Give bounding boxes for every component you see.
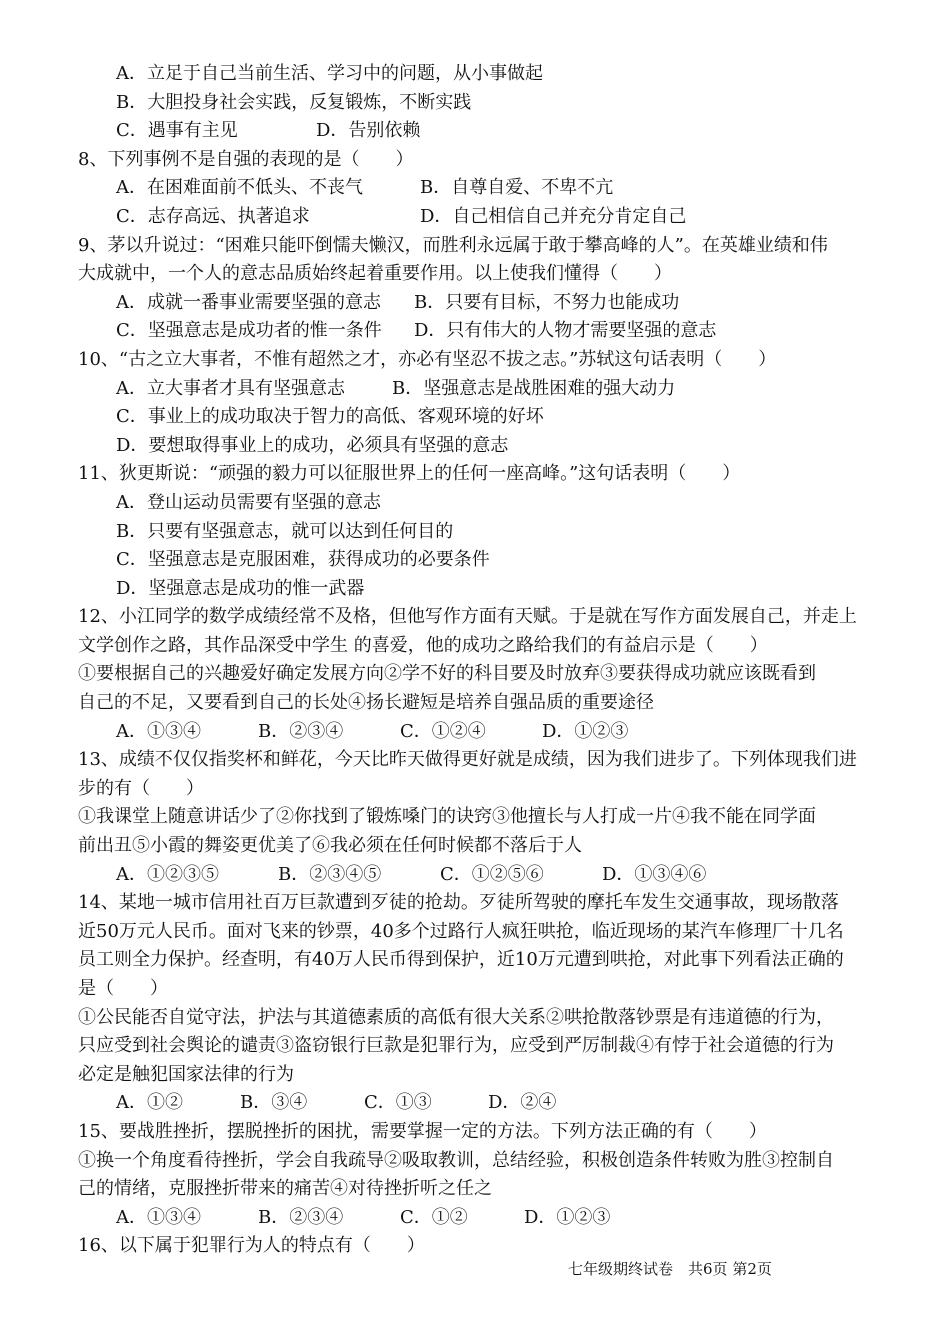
answer-option: D．①②③ (524, 1206, 611, 1228)
option-row (78, 861, 878, 890)
answer-option: A．①③④ (116, 720, 201, 742)
text-line: 大成就中，一个人的意志品质始终起着重要作用。以上使我们懂得（ ） (78, 263, 672, 285)
option-row (78, 375, 878, 404)
answer-option: A．成就一番事业需要坚强的意志 (116, 291, 381, 313)
answer-option: B．坚强意志是战胜困难的强大动力 (392, 377, 676, 399)
text-line: 10、“古之立大事者，不惟有超然之才，亦必有坚忍不拔之志。”苏轼这句话表明（ ） (78, 348, 777, 370)
text-line: C．坚强意志是克服困难，获得成功的必要条件 (116, 549, 490, 571)
answer-option: D．①②③ (542, 720, 629, 742)
answer-option: C．①② (400, 1206, 468, 1228)
text-line: ①公民能否自觉守法，护法与其道德素质的高低有很大关系②哄抢散落钞票是有违道德的行为， (78, 1006, 834, 1028)
text-line: 己的情绪，克服挫折带来的痛苦④对待挫折听之任之 (78, 1178, 492, 1200)
exam-page-content (78, 60, 878, 1261)
answer-option: D．自己相信自己并充分肯定自己 (420, 205, 687, 227)
text-line: 步的有（ ） (78, 777, 204, 799)
answer-option: A．①② (116, 1092, 183, 1114)
answer-option: D．②④ (488, 1092, 557, 1114)
answer-option: C．坚强意志是成功者的惟一条件 (116, 320, 382, 342)
answer-option: B．②③④⑤ (278, 863, 382, 885)
text-line: 必定是触犯国家法律的行为 (78, 1063, 294, 1085)
text-line: D．坚强意志是成功的惟一武器 (116, 577, 365, 599)
text-line: 前出丑⑤小霞的舞姿更优美了⑥我必须在任何时候都不落后于人 (78, 835, 582, 857)
text-line: 是（ ） (78, 978, 168, 999)
text-line: D．要想取得事业上的成功，必须具有坚强的意志 (116, 434, 509, 456)
answer-option: B．②③④ (258, 720, 344, 742)
page-footer: 七年级期终试卷 共6页 第2页 (568, 1260, 772, 1278)
text-line: ①换一个角度看待挫折，学会自我疏导②吸取教训，总结经验，积极创造条件转败为胜③控制自 (78, 1149, 834, 1171)
answer-option: C．志存高远、执著追求 (116, 205, 310, 227)
text-line: 12、小江同学的数学成绩经常不及格，但他写作方面有天赋。于是就在写作方面发展自己，并走上 (78, 606, 857, 628)
answer-option: D．告别依赖 (316, 120, 421, 142)
option-row (78, 317, 878, 346)
text-line: 14、某地一城市信用社百万巨款遭到歹徒的抢劫。歹徒所驾驶的摩托车发生交通事故，现场散落 (78, 892, 839, 914)
text-line: 自己的不足，又要看到自己的长处④扬长避短是培养自强品质的重要途径 (78, 692, 654, 714)
text-line: 文学创作之路，其作品深受中学生 的喜爱，他的成功之路给我们的有益启示是（ ） (78, 634, 768, 656)
text-line: B．大胆投身社会实践，反复锻炼，不断实践 (116, 91, 472, 113)
text-line: ①要根据自己的兴趣爱好确定发展方向②学不好的科目要及时放弃③要获得成功就应该既看到 (78, 663, 816, 685)
text-line: A．登山运动员需要有坚强的意志 (116, 491, 381, 513)
answer-option: B．只要有目标，不努力也能成功 (414, 291, 680, 313)
text-line: 11、狄更斯说：“顽强的毅力可以征服世界上的任何一座高峰。”这句话表明（ ） (78, 463, 741, 485)
text-line: 9、茅以升说过：“困难只能吓倒懦夫懒汉，而胜利永远属于敢于攀高峰的人”。在英雄业绩和伟 (78, 234, 828, 256)
answer-option: A．①②③⑤ (116, 863, 219, 885)
text-line: 16、以下属于犯罪行为人的特点有（ ） (78, 1235, 425, 1257)
answer-option: B．自尊自爱、不卑不亢 (420, 177, 614, 199)
text-line: ①我课堂上随意讲话少了②你找到了锻炼嗓门的诀窍③他擅长与人打成一片④我不能在同学面 (78, 806, 816, 828)
answer-option: D．只有伟大的人物才需要坚强的意志 (414, 320, 717, 342)
text-line: A．立足于自己当前生活、学习中的问题，从小事做起 (116, 63, 543, 84)
answer-option: C．①②⑤⑥ (440, 863, 544, 885)
answer-option: B．③④ (240, 1092, 308, 1114)
text-line: 员工则全力保护。经查明，有40万人民币得到保护，近10万元遭到哄抢，对此事下列看法正确的 (78, 949, 844, 971)
text-line: 只应受到社会舆论的谴责③盗窃银行巨款是犯罪行为，应受到严厉制裁④有悖于社会道德的行为 (78, 1035, 834, 1057)
answer-option: C．①②④ (400, 720, 486, 742)
option-row (78, 174, 878, 203)
text-line: 8、下列事例不是自强的表现的是（ ） (78, 148, 414, 170)
option-row (78, 1204, 878, 1233)
option-row (78, 1089, 878, 1118)
option-row (78, 718, 878, 747)
answer-option: A．①③④ (116, 1206, 201, 1228)
answer-option: C．遇事有主见 (116, 120, 238, 142)
answer-option: B．②③④ (258, 1206, 344, 1228)
answer-option: D．①③④⑥ (602, 863, 707, 885)
text-line: 13、成绩不仅仅指奖杯和鲜花，今天比昨天做得更好就是成绩，因为我们进步了。下列体现我们进 (78, 749, 857, 771)
answer-option: A．在困难面前不低头、不丧气 (116, 177, 363, 199)
text-line: B．只要有坚强意志，就可以达到任何目的 (116, 520, 454, 542)
answer-option: A．立大事者才具有坚强意志 (116, 377, 345, 399)
option-row (78, 117, 878, 146)
answer-option: C．①③ (364, 1092, 432, 1114)
text-line: C．事业上的成功取决于智力的高低、客观环境的好坏 (116, 406, 544, 428)
option-row (78, 289, 878, 318)
text-line: 近50万元人民币。面对飞来的钞票，40多个过路行人疯狂哄抢，临近现场的某汽车修理厂十几名 (78, 920, 844, 942)
text-line: 15、要战胜挫折，摆脱挫折的困扰，需要掌握一定的方法。下列方法正确的有（ ） (78, 1120, 767, 1142)
option-row (78, 203, 878, 232)
